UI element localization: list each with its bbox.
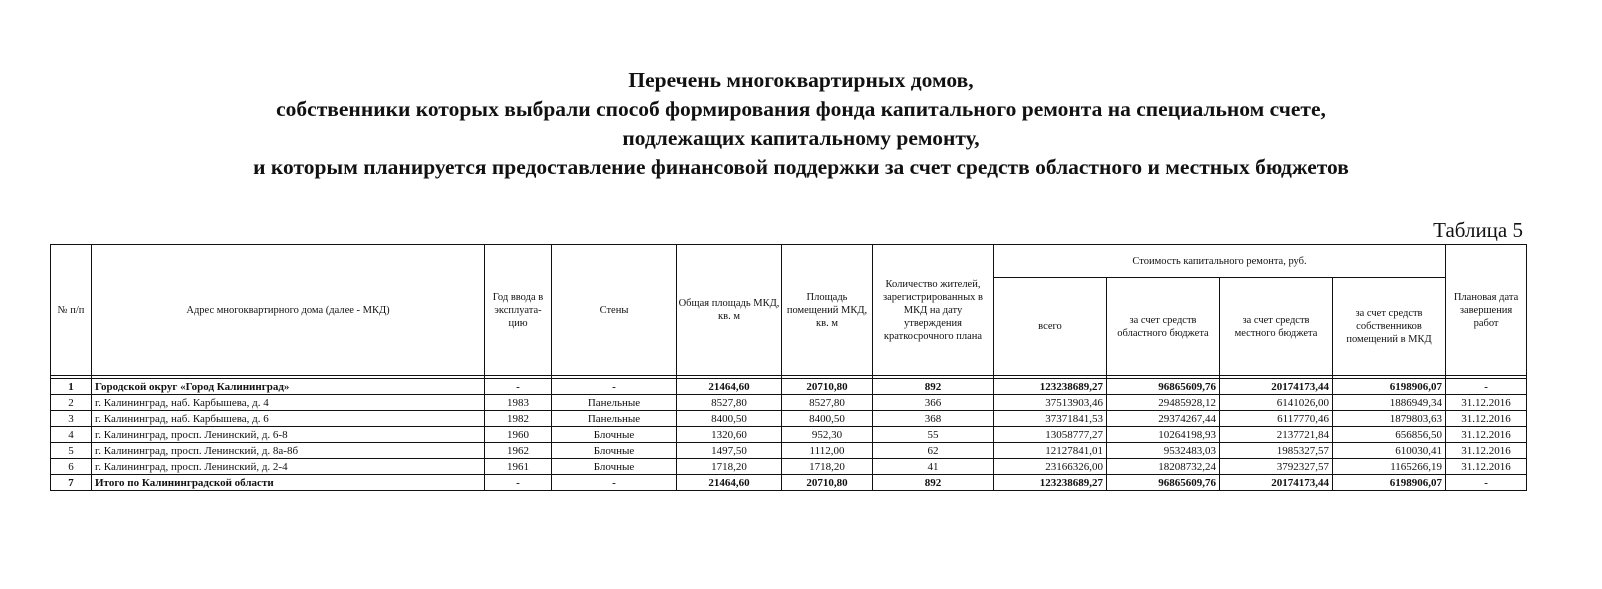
cell-cost-local: 20174173,44 (1220, 475, 1333, 491)
header-cost-group: Стоимость капитального ремонта, руб. (994, 245, 1446, 278)
cell-cost-local: 20174173,44 (1220, 379, 1333, 395)
cell-year: 1961 (485, 459, 552, 475)
cell-residents: 892 (873, 475, 994, 491)
cell-address: г. Калининград, наб. Карбышева, д. 4 (92, 395, 485, 411)
cell-date: 31.12.2016 (1446, 443, 1527, 459)
document-title (0, 66, 1602, 182)
header-cost-local: за счет средств местного бюджета (1220, 278, 1333, 376)
table-label: Таблица 5 (1433, 218, 1523, 242)
cell-walls: - (552, 379, 677, 395)
cell-premises-area: 1718,20 (782, 459, 873, 475)
title-line-1: Перечень многоквартирных домов, (628, 68, 974, 92)
cell-num: 5 (51, 443, 92, 459)
title-line-4: и которым планируется предоставление финансовой поддержки за счет средств областного и местных бюджетов (253, 155, 1349, 179)
header-residents: Количество жителей, зарегистрированных в МКД на дату утверждения краткосрочного плана (873, 245, 994, 376)
header-planned-date: Плановая дата завершения работ (1446, 245, 1527, 376)
cell-year: 1983 (485, 395, 552, 411)
cell-premises-area: 952,30 (782, 427, 873, 443)
cell-cost-local: 2137721,84 (1220, 427, 1333, 443)
cell-walls: Панельные (552, 395, 677, 411)
cell-premises-area: 20710,80 (782, 475, 873, 491)
cell-cost-owners: 6198906,07 (1333, 475, 1446, 491)
cell-num: 1 (51, 379, 92, 395)
cell-date: 31.12.2016 (1446, 411, 1527, 427)
table-header (51, 245, 1527, 379)
cell-total-area: 21464,60 (677, 475, 782, 491)
cell-cost-owners: 1886949,34 (1333, 395, 1446, 411)
cell-residents: 62 (873, 443, 994, 459)
cell-address: г. Калининград, просп. Ленинский, д. 6-8 (92, 427, 485, 443)
cell-walls: Блочные (552, 443, 677, 459)
cell-num: 7 (51, 475, 92, 491)
cell-residents: 41 (873, 459, 994, 475)
header-cost-total: всего (994, 278, 1107, 376)
cell-num: 3 (51, 411, 92, 427)
cell-address: г. Калининград, просп. Ленинский, д. 2-4 (92, 459, 485, 475)
cell-address: г. Калининград, наб. Карбышева, д. 6 (92, 411, 485, 427)
cell-walls: Панельные (552, 411, 677, 427)
header-walls: Стены (552, 245, 677, 376)
cell-address: Итого по Калининградской области (92, 475, 485, 491)
header-num: № п/п (51, 245, 92, 376)
table-row (51, 395, 1527, 411)
cell-cost-regional: 29485928,12 (1107, 395, 1220, 411)
cell-cost-owners: 656856,50 (1333, 427, 1446, 443)
cell-date: - (1446, 379, 1527, 395)
cell-num: 6 (51, 459, 92, 475)
cell-cost-total: 12127841,01 (994, 443, 1107, 459)
cell-address: Городской округ «Город Калининград» (92, 379, 485, 395)
table-row (51, 379, 1527, 395)
cell-total-area: 8400,50 (677, 411, 782, 427)
cell-total-area: 8527,80 (677, 395, 782, 411)
title-line-3: подлежащих капитальному ремонту, (622, 126, 980, 150)
cell-year: - (485, 475, 552, 491)
cell-cost-total: 37371841,53 (994, 411, 1107, 427)
cell-residents: 892 (873, 379, 994, 395)
cell-address: г. Калининград, просп. Ленинский, д. 8а-8б (92, 443, 485, 459)
cell-cost-total: 13058777,27 (994, 427, 1107, 443)
header-cost-owners: за счет средств собственников помещений в МКД (1333, 278, 1446, 376)
cell-cost-regional: 96865609,76 (1107, 379, 1220, 395)
cell-premises-area: 20710,80 (782, 379, 873, 395)
cell-total-area: 1718,20 (677, 459, 782, 475)
cell-cost-regional: 18208732,24 (1107, 459, 1220, 475)
cell-cost-total: 123238689,27 (994, 475, 1107, 491)
cell-cost-local: 6141026,00 (1220, 395, 1333, 411)
cell-cost-local: 1985327,57 (1220, 443, 1333, 459)
table-row (51, 427, 1527, 443)
cell-cost-owners: 6198906,07 (1333, 379, 1446, 395)
cell-premises-area: 8400,50 (782, 411, 873, 427)
table-row (51, 443, 1527, 459)
cell-walls: Блочные (552, 459, 677, 475)
cell-cost-total: 123238689,27 (994, 379, 1107, 395)
cell-cost-regional: 29374267,44 (1107, 411, 1220, 427)
cell-date: 31.12.2016 (1446, 459, 1527, 475)
cell-cost-owners: 1165266,19 (1333, 459, 1446, 475)
cell-date: 31.12.2016 (1446, 427, 1527, 443)
cell-premises-area: 8527,80 (782, 395, 873, 411)
cell-year: 1982 (485, 411, 552, 427)
cell-premises-area: 1112,00 (782, 443, 873, 459)
cell-total-area: 1320,60 (677, 427, 782, 443)
cell-residents: 55 (873, 427, 994, 443)
header-premises-area: Площадь помещений МКД, кв. м (782, 245, 873, 376)
cell-walls: Блочные (552, 427, 677, 443)
cell-cost-regional: 96865609,76 (1107, 475, 1220, 491)
cell-num: 2 (51, 395, 92, 411)
cell-cost-owners: 1879803,63 (1333, 411, 1446, 427)
cell-date: - (1446, 475, 1527, 491)
cell-cost-local: 3792327,57 (1220, 459, 1333, 475)
cell-num: 4 (51, 427, 92, 443)
cell-cost-regional: 10264198,93 (1107, 427, 1220, 443)
cell-cost-local: 6117770,46 (1220, 411, 1333, 427)
cell-cost-regional: 9532483,03 (1107, 443, 1220, 459)
header-total-area: Общая площадь МКД, кв. м (677, 245, 782, 376)
cell-year: - (485, 379, 552, 395)
cell-walls: - (552, 475, 677, 491)
cell-year: 1962 (485, 443, 552, 459)
cell-date: 31.12.2016 (1446, 395, 1527, 411)
cell-residents: 368 (873, 411, 994, 427)
cell-total-area: 21464,60 (677, 379, 782, 395)
header-address: Адрес многоквартирного дома (далее - МКД) (92, 245, 485, 376)
table-row (51, 459, 1527, 475)
table-total-row (51, 475, 1527, 491)
cell-total-area: 1497,50 (677, 443, 782, 459)
table-row (51, 411, 1527, 427)
title-line-2: собственники которых выбрали способ формирования фонда капитального ремонта на специальном счете, (276, 97, 1326, 121)
header-cost-regional: за счет средств областного бюджета (1107, 278, 1220, 376)
cell-cost-total: 23166326,00 (994, 459, 1107, 475)
cell-cost-total: 37513903,46 (994, 395, 1107, 411)
cell-cost-owners: 610030,41 (1333, 443, 1446, 459)
header-year: Год ввода в эксплуата-цию (485, 245, 552, 376)
cell-residents: 366 (873, 395, 994, 411)
housing-repair-table (50, 244, 1527, 491)
cell-year: 1960 (485, 427, 552, 443)
